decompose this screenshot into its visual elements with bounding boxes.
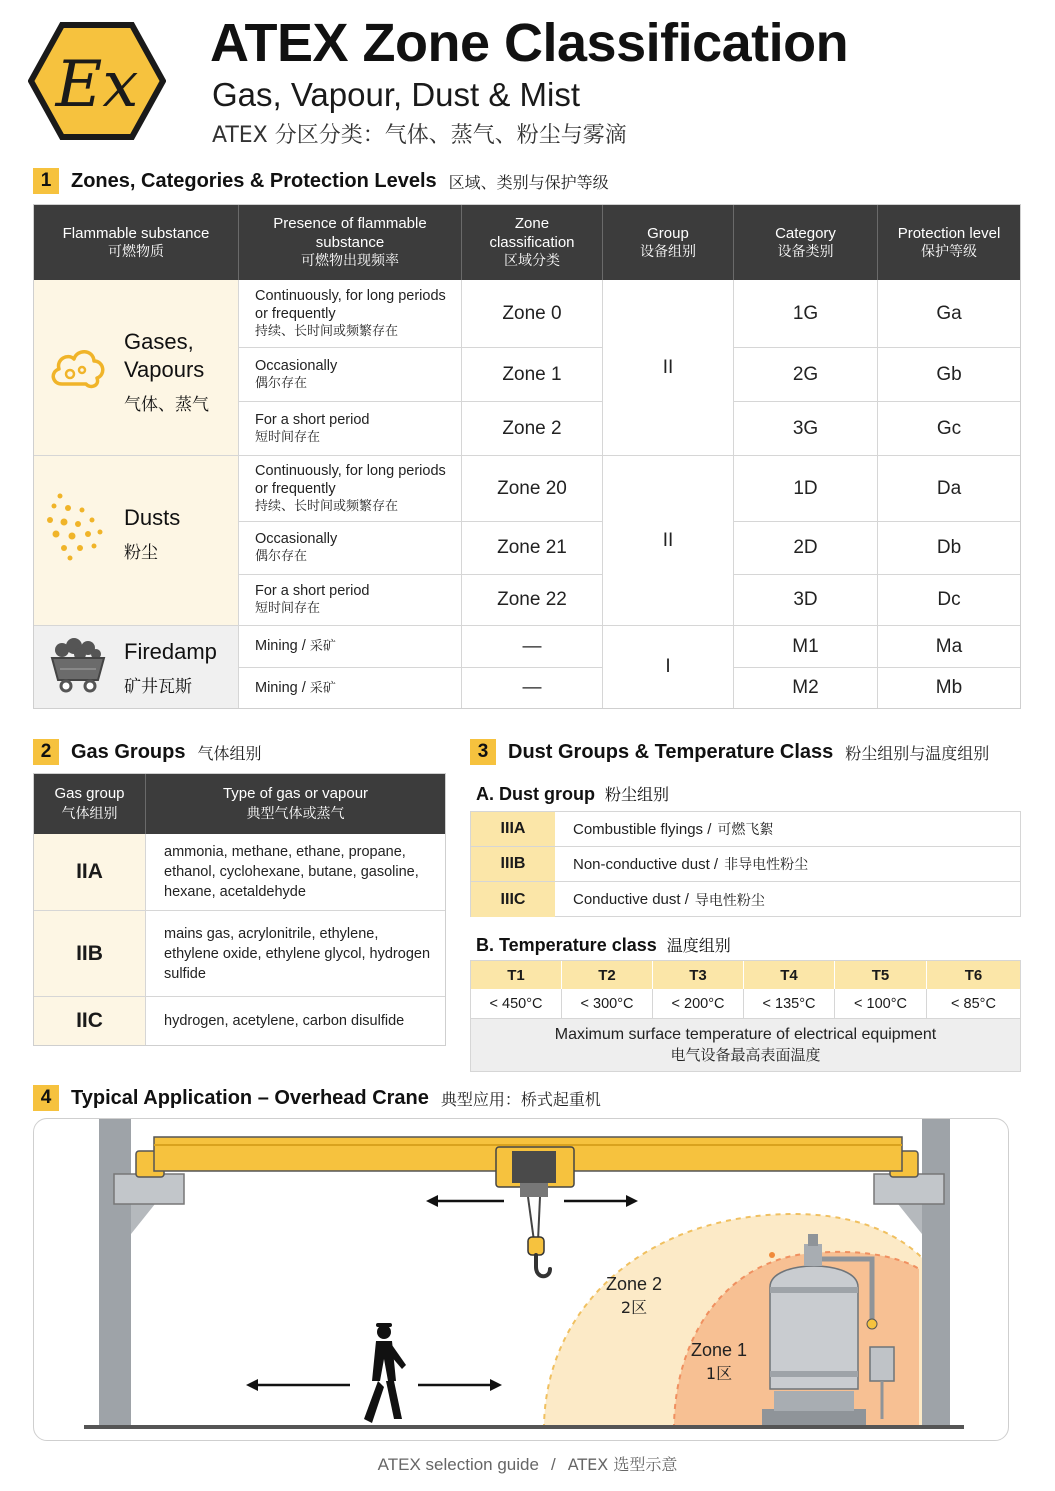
gas-group-gases: ammonia, methane, ethane, propane, ethanol, cyclohexane, butane, gasoline, hexane, acetaldehyde xyxy=(146,834,445,911)
substance-name-cn: 粉尘 xyxy=(124,543,158,563)
presence-cell: Occasionally 偶尔存在 xyxy=(239,348,462,402)
right-column xyxy=(922,1119,950,1429)
zone-cell: — xyxy=(462,668,603,708)
temp-class-code: T4 xyxy=(744,961,835,989)
zone-cell: — xyxy=(462,626,603,668)
gas-group-code: IIB xyxy=(34,911,146,997)
gas-group-code: IIA xyxy=(34,834,146,911)
section-title-cn: 区域、类别与保护等级 xyxy=(448,172,609,192)
dust-group-desc: Conductive dust / 导电性粉尘 xyxy=(573,891,765,909)
crane-scene-svg xyxy=(34,1119,1009,1441)
temp-class-code: T6 xyxy=(927,961,1020,989)
cloud-icon xyxy=(48,342,108,392)
group-cell: II xyxy=(603,456,734,626)
category-cell: 2D xyxy=(734,522,878,575)
gas-group-gases: hydrogen, acetylene, carbon disulfide xyxy=(164,1013,405,1029)
section-number: 2 xyxy=(33,739,59,765)
substance-name-cn: 矿井瓦斯 xyxy=(124,677,192,697)
category-cell: M1 xyxy=(734,626,878,668)
category-cell: 1D xyxy=(734,456,878,522)
crane-hook xyxy=(528,1237,544,1255)
column-header: Group 设备组别 xyxy=(603,205,734,280)
page-footer: ATEX selection guide / ATEX 选型示意 xyxy=(377,1455,678,1474)
substance-name-cn: 气体、蒸气 xyxy=(124,395,209,415)
dust-group-code: IIIA xyxy=(471,812,555,846)
category-cell: M2 xyxy=(734,668,878,708)
presence-cell: Occasionally 偶尔存在 xyxy=(239,522,462,575)
temperature-class-heading: B. Temperature class 温度组别 xyxy=(476,935,731,955)
dust-group-code: IIIB xyxy=(471,847,555,881)
protection-level-cell: Da xyxy=(878,456,1020,522)
section-title-cn: 典型应用：桥式起重机 xyxy=(440,1089,601,1109)
ex-hexagon-logo-icon xyxy=(28,22,166,140)
column-header: Category 设备类别 xyxy=(734,205,878,280)
gas-group-gases: mains gas, acrylonitrile, ethylene, ethylene oxide, ethylene glycol, hydrogen sulfide xyxy=(146,911,445,997)
column-header: Presence of flammable substance 可燃物出现频率 xyxy=(239,205,462,280)
section-title: Typical Application – Overhead Crane xyxy=(71,1086,429,1109)
protection-level-cell: Gc xyxy=(878,402,1020,456)
dust-group-table xyxy=(470,811,1021,917)
svg-text:Ex: Ex xyxy=(55,48,139,122)
gas-groups-table xyxy=(33,773,446,1046)
section-number: 4 xyxy=(33,1085,59,1111)
dust-group-code: IIIC xyxy=(471,882,555,917)
zones-table xyxy=(33,204,1021,709)
page-subtitle: Gas, Vapour, Dust & Mist xyxy=(212,76,581,113)
presence-cell: Mining / 采矿 xyxy=(239,626,462,668)
temp-class-max: < 450°C xyxy=(471,989,562,1019)
zone-cell: Zone 20 xyxy=(462,456,603,522)
substance-dusts xyxy=(34,456,239,626)
zone-cell: Zone 2 xyxy=(462,402,603,456)
dust-group-desc: Combustible flyings / 可燃飞絮 xyxy=(573,820,774,838)
temperature-class-table xyxy=(470,960,1021,1072)
temp-class-code: T2 xyxy=(562,961,653,989)
substance-name: Firedamp xyxy=(124,639,217,664)
presence-cell: Continuously, for long periods or frequently 持续、长时间或频繁存在 xyxy=(239,280,462,348)
dust-group-row xyxy=(471,882,1020,917)
column-header: Zone classification 区域分类 xyxy=(462,205,603,280)
dust-group-desc: Non-conductive dust / 非导电性粉尘 xyxy=(573,855,809,873)
protection-level-cell: Mb xyxy=(935,677,963,698)
mine-cart-icon xyxy=(50,636,106,694)
dust-group-row xyxy=(471,847,1020,882)
page-subtitle-cn: ATEX 分区分类：气体、蒸气、粉尘与雾滴 xyxy=(212,123,627,148)
protection-level-cell: Db xyxy=(878,522,1020,575)
overhead-crane-illustration xyxy=(33,1118,1009,1441)
temp-class-max: < 135°C xyxy=(744,989,835,1019)
protection-level-cell: Ma xyxy=(878,626,1020,668)
worker-figure xyxy=(364,1323,406,1423)
section-title-cn: 气体组别 xyxy=(197,743,262,763)
protection-level-cell: Gb xyxy=(878,348,1020,402)
dust-particles-icon xyxy=(46,492,106,562)
column-header: Type of gas or vapour 典型气体或蒸气 xyxy=(146,774,445,834)
section-number: 3 xyxy=(470,739,496,765)
column-header: Gas group 气体组别 xyxy=(34,774,146,834)
protection-level-cell: Dc xyxy=(878,575,1020,626)
floor-line xyxy=(84,1425,964,1429)
zone-1-label: Zone 1 1区 xyxy=(690,1340,748,1383)
group-cell: I xyxy=(603,626,734,708)
zone-2-label: Zone 2 2区 xyxy=(605,1274,663,1317)
zone-cell: Zone 1 xyxy=(462,348,603,402)
substance-gases xyxy=(34,280,239,456)
presence-cell: For a short period 短时间存在 xyxy=(239,575,462,626)
left-column xyxy=(99,1119,131,1429)
temp-class-code: T5 xyxy=(835,961,927,989)
section-1-heading xyxy=(33,168,609,194)
dust-group-row xyxy=(471,812,1020,847)
section-title-cn: 粉尘组别与温度组别 xyxy=(845,743,990,763)
section-2-heading xyxy=(33,739,262,765)
temp-class-max: < 200°C xyxy=(653,989,744,1019)
section-4-heading xyxy=(33,1085,601,1111)
protection-level-cell: Ga xyxy=(878,280,1020,348)
group-cell: II xyxy=(603,280,734,456)
temp-class-max: < 300°C xyxy=(562,989,653,1019)
section-3-heading xyxy=(470,739,989,765)
temperature-note: Maximum surface temperature of electrical equipment 电气设备最高表面温度 xyxy=(471,1019,1020,1071)
temp-class-max: < 85°C xyxy=(927,989,1020,1019)
zone-cell: Zone 22 xyxy=(462,575,603,626)
column-header: Flammable substance 可燃物质 xyxy=(34,205,239,280)
category-cell: 3D xyxy=(734,575,878,626)
presence-cell: Mining / 采矿 xyxy=(239,668,462,708)
category-cell: 1G xyxy=(734,280,878,348)
category-cell: 3G xyxy=(734,402,878,456)
section-title: Gas Groups xyxy=(71,740,186,763)
presence-cell: Continuously, for long periods or frequently 持续、长时间或频繁存在 xyxy=(239,456,462,522)
column-header: Protection level 保护等级 xyxy=(878,205,1020,280)
presence-cell: For a short period 短时间存在 xyxy=(239,402,462,456)
substance-firedamp xyxy=(34,626,239,708)
substance-name: Gases, Vapours xyxy=(124,329,205,382)
gas-group-code: IIC xyxy=(34,997,146,1045)
section-title: Dust Groups & Temperature Class xyxy=(508,740,834,763)
zone-cell: Zone 0 xyxy=(462,280,603,348)
page-title: ATEX Zone Classification xyxy=(210,13,849,73)
page-header xyxy=(0,0,1055,160)
dust-group-heading: A. Dust group 粉尘组别 xyxy=(476,784,670,804)
temp-class-code: T3 xyxy=(653,961,744,989)
section-title: Zones, Categories & Protection Levels xyxy=(71,169,437,192)
substance-name: Dusts xyxy=(124,505,181,530)
section-number: 1 xyxy=(33,168,59,194)
zone-cell: Zone 21 xyxy=(462,522,603,575)
category-cell: 2G xyxy=(734,348,878,402)
temp-class-max: < 100°C xyxy=(835,989,927,1019)
temp-class-code: T1 xyxy=(471,961,562,989)
